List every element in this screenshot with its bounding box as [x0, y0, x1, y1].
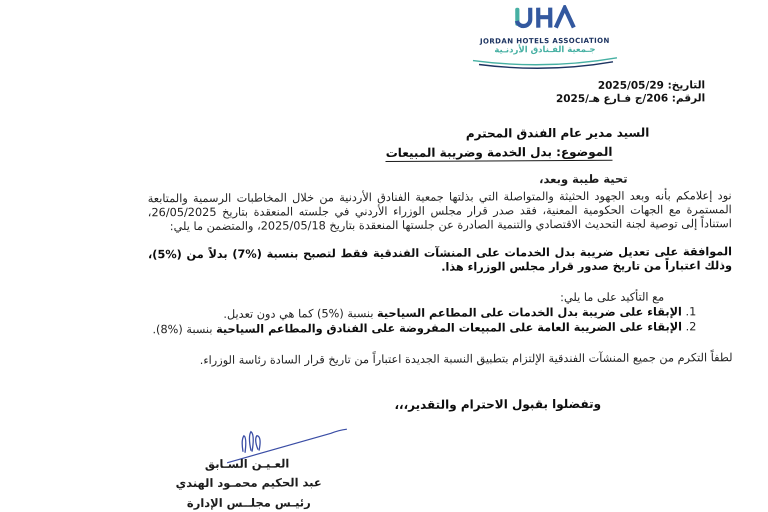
service-tax-list: [60, 304, 696, 337]
decision-paragraph: الموافقة على تعديل ضريبة بدل الخدمات على المنشآت الفندقية فقط لتصبح بنسبة (%7) بدلاً من (%5)، وذلك اعتباراً من تاريخ صدور قرار مجلس الوزراء هذا.: [147, 245, 733, 274]
list-item-rest-text: بنسبة (%5) كما هي دون تعديل.: [223, 307, 378, 321]
list-item-bold-text: الإبقاء على الضريبة العامة على المبيعات المفروضة على الفنادق والمطاعم السياحية: [216, 320, 683, 336]
jha-monogram-icon: [514, 5, 576, 32]
org-name-en: JORDAN HOTELS ASSOCIATION: [479, 36, 610, 46]
addressee-line: السيد مدير عام الفندق المحترم: [465, 125, 650, 141]
list-item: [60, 319, 696, 337]
org-name-ar: جـمعية الفـنادق الأردنـية: [494, 44, 596, 56]
logo-swoosh-icon: [469, 57, 621, 71]
jha-logo: [469, 5, 621, 75]
signer-title: رئيـس مجلــس الإدارة: [186, 495, 311, 511]
letter-meta: [556, 79, 705, 106]
compliance-request-paragraph: لطفاً التكرم من جميع المنشآت الفندقية الإلتزام بتطبيق النسبة الجديدة اعتباراً من تاريخ قرار السادة رئاسة الوزراء.: [199, 351, 733, 367]
confirm-intro: مع التأكيد على ما يلي:: [560, 290, 665, 305]
date-line: التاريخ: 2025/05/29: [597, 79, 706, 92]
signer-capacity: العـيـن السـابق: [204, 456, 290, 471]
salutation-line: تحية طيبة وبعد،: [539, 171, 628, 187]
signer-name: عبد الحكيم محمـود الهندي: [175, 475, 322, 491]
list-item-bold-text: الإبقاء على ضريبة بدل الخدمات على المطاعم السياحية: [377, 305, 682, 321]
ref-line: الرقم: 206/ج فـارع هـ/2025: [555, 92, 706, 106]
list-item-rest-text: بنسبة (%8).: [152, 322, 217, 337]
closing-line: وتفضلوا بقبول الاحترام والتقدير،،،: [394, 396, 602, 412]
subject-line: الموضوع: بدل الخدمة وضريبة المبيعات: [385, 144, 613, 160]
list-item-number: 1.: [685, 305, 697, 319]
list-item-number: 2.: [685, 320, 697, 334]
body-paragraph: نود إعلامكم بأنه وبعد الجهود الحثيثة والمتواصلة التي بذلتها جمعية الفنادق الأردنية من خلال المخاطبات الرسمية والمتابعة المستمرة مع الجهات الحكومية المعنية، فقد صدر قرار مجلس الوزراء الأردني في جلسته المنعقدة بتاريخ 26/05/2025، استناداً إلى توصية لجنة التحديث الاقتصادي والتنمية الصادرة عن جلستها المنعقدة بتاريخ 2025/05/18، والمتضمن ما يلي:: [147, 189, 732, 233]
